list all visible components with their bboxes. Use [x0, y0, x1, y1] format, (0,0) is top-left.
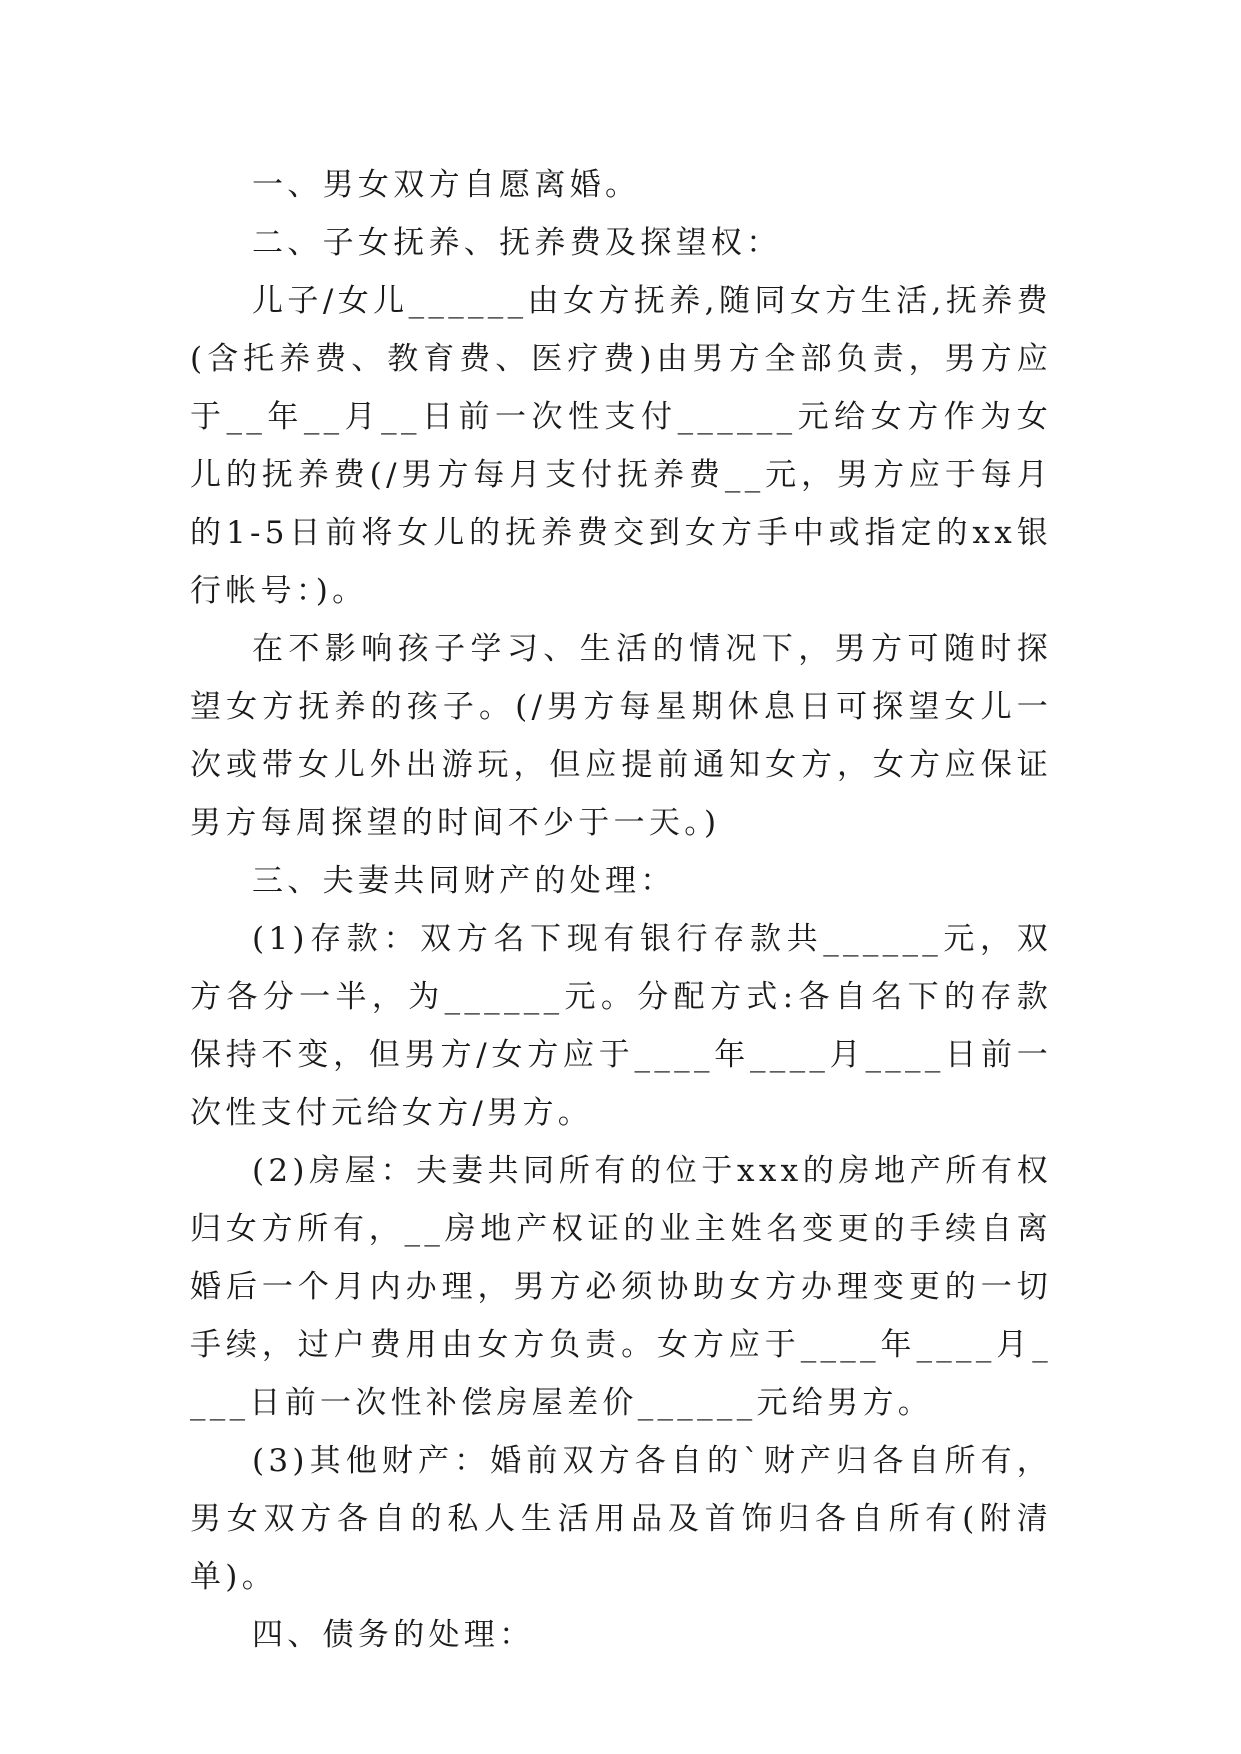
- document-body: [190, 156, 1052, 1664]
- visitation-paragraph: 在不影响孩子学习、生活的情况下，男方可随时探望女方抚养的孩子。(/男方每星期休息日可探望女儿一次或带女儿外出游玩，但应提前通知女方，女方应保证男方每周探望的时间不少于一天。): [190, 631, 1052, 841]
- clause-2-heading-child-custody: 二、子女抚养、抚养费及探望权：: [252, 225, 782, 261]
- clause-4-heading-debts: 四、债务的处理：: [252, 1617, 535, 1653]
- other-property-paragraph: (3)其他财产：婚前双方各自的`财产归各自所有，男女双方各自的私人生活用品及首饰归各自所有(附清单)。: [190, 1443, 1052, 1595]
- clause-3-heading-joint-property: 三、夫妻共同财产的处理：: [252, 863, 676, 899]
- child-support-paragraph: 儿子/女儿______由女方抚养,随同女方生活,抚养费(含托养费、教育费、医疗费)由男方全部负责，男方应于__年__月__日前一次性支付______元给女方作为女儿的抚养费(/男方每月支付抚养费__元，男方应于每月的1-5日前将女儿的抚养费交到女方手中或指定的xx银行帐号：)。: [190, 283, 1052, 609]
- housing-paragraph: (2)房屋：夫妻共同所有的位于xxx的房地产所有权归女方所有，__房地产权证的业主姓名变更的手续自离婚后一个月内办理，男方必须协助女方办理变更的一切手续，过户费用由女方负责。女方应于____年____月____日前一次性补偿房屋差价______元给男方。: [190, 1153, 1052, 1421]
- clause-1-voluntary-divorce: 一、男女双方自愿离婚。: [252, 167, 641, 203]
- savings-paragraph: (1)存款：双方名下现有银行存款共______元，双方各分一半，为______元。分配方式:各自名下的存款保持不变，但男方/女方应于____年____月____日前一次性支付元给女方/男方。: [190, 921, 1052, 1131]
